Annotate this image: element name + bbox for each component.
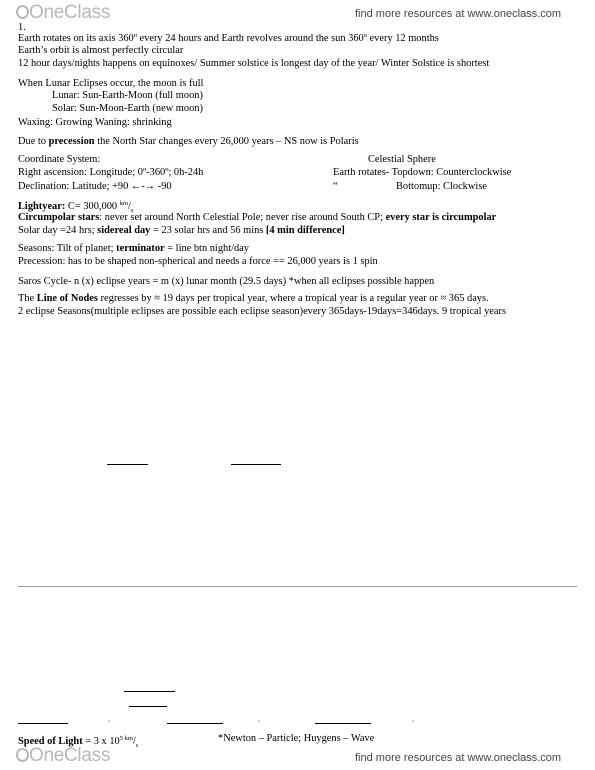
text-line: Lunar: Sun-Earth-Moon (full moon) [52,90,203,101]
unit-sup: km [119,200,128,207]
text-span: The [18,293,37,304]
ditto-mark: “ [333,181,338,192]
text-line: Precession: has to be shaped non-spherical and needs a force == 26,000 years is 1 spin [18,256,378,267]
text-span: Seasons: Tilt of planet; [18,243,117,254]
bold-term: terminator [116,243,165,254]
text-line: Earth rotates on its axis 360º every 24 hours and Earth revolves around the sun 360º every 12 months [18,33,439,44]
blank-rule [167,723,223,724]
text-line: 2 eclipse Seasons(multiple eclipses are possible each eclipse season)every 365days-19days=346days. 9 tropical years [18,306,507,317]
logo-ring-icon [16,5,29,19]
unit-sup: km [122,735,133,742]
bold-term: Circumpolar stars [18,212,100,223]
text-line: Solar: Sun-Moon-Earth (new moon) [52,103,203,114]
oneclass-logo-footer [16,745,110,767]
bold-term: Speed of Light [18,736,83,747]
text-line: *Newton – Particle; Huygens – Wave [218,733,375,744]
text-line: Celestial Sphere [368,154,436,165]
text-span: regresses by ≈ 19 days per tropical year, where a tropical year is a regular year or ≈ 365 days. [97,293,489,304]
text-span: = 23 solar hrs and 56 mins [150,225,266,236]
text-span: Solar day =24 hrs; [18,225,98,236]
footer-resource-link[interactable]: find more resources at www.oneclass.com [355,752,562,764]
marker-dot: ▫ [412,719,415,725]
text-line: Bottomup: Clockwise [396,181,487,192]
bold-term: Lightyear: [18,201,66,212]
text-span: / [132,736,136,747]
blank-rule [124,691,175,692]
text-line [18,293,489,305]
text-line: Declination: Latitude; +90 ←-→ -90 [18,181,172,192]
logo-text: OneClass [29,745,111,766]
logo-text: OneClass [29,2,111,23]
text-line [18,212,496,224]
text-line: Coordinate System: [18,154,101,165]
text-span: Due to [18,136,49,147]
bold-term: sidereal day [97,225,151,236]
text-span: the North Star changes every 26,000 years – NS now is Polaris [94,136,359,147]
blank-rule [315,723,371,724]
exponent-sup: 5 [119,735,123,742]
text-span: / [128,201,131,212]
unit-sub: s [130,207,134,215]
blank-rule [231,464,281,465]
oneclass-logo [16,2,110,24]
blank-rule [107,464,148,465]
text-line: Saros Cycle- n (x) eclipse years = m (x) lunar month (29.5 days) *when all eclipses possible happen [18,276,435,287]
text-line [18,136,359,148]
text-span: = 3 x 10 [82,736,120,747]
marker-dot: ▫ [108,719,111,725]
header-resource-link[interactable]: find more resources at www.oneclass.com [355,8,562,20]
logo-ring-icon [16,748,29,762]
text-line: When Lunar Eclipses occur, the moon is full [18,78,204,89]
unit-sub: s [135,742,139,750]
text-span: = line btn night/day [164,243,249,254]
blank-rule [129,706,167,707]
text-span: C= 300,000 [65,201,120,212]
bold-term: Line of Nodes [36,293,98,304]
bold-term: precession [48,136,95,147]
text-line [18,243,249,255]
text-line: Earth rotates- Topdown: Counterclockwise [333,167,512,178]
text-line [18,225,345,237]
bold-term: every star is circumpolar [385,212,497,223]
marker-dot: ▫ [258,719,261,725]
blank-rule [18,723,68,724]
text-span: : never set around North Celestial Pole; never rise around South CP; [99,212,386,223]
text-line: Earth’s orbit is almost perfectly circular [18,45,184,56]
list-number: 1. [18,22,26,33]
text-line: 12 hour days/nights happens on equinoxes/ Summer solstice is longest day of the year/ Winter Solstice is shortest [18,58,490,69]
horizontal-divider [18,586,577,587]
text-line: Right ascension: Longitude; 0º-360º; 0h-24h [18,167,204,178]
bold-term: [4 min difference] [265,225,345,236]
text-line: Waxing: Growing Waning: shrinking [18,117,172,128]
